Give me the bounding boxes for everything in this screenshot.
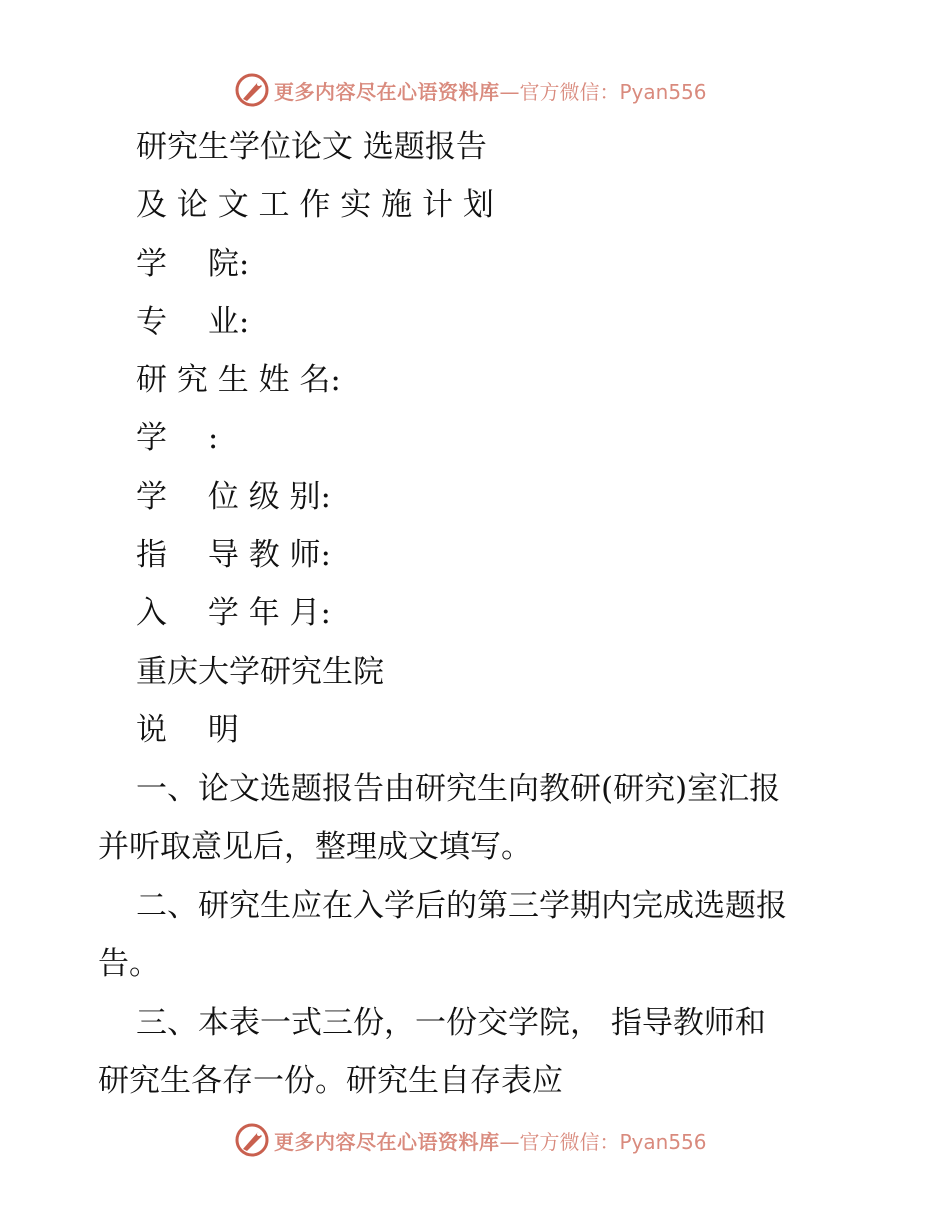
note-line-4: 告。	[98, 946, 160, 982]
note-line-1: 一、论文选题报告由研究生向教研(研究)室汇报	[136, 771, 781, 807]
field-supervisor: 指 导 教 师:	[136, 537, 332, 573]
title-line-1: 研究生学位论文 选题报告	[136, 129, 487, 165]
field-student-name: 研 究 生 姓 名:	[136, 362, 341, 398]
note-line-3: 二、研究生应在入学后的第三学期内完成选题报	[136, 888, 787, 924]
field-major: 专 业:	[136, 304, 250, 340]
watermark-header	[234, 72, 707, 108]
note-line-5: 三、本表一式三份，一份交学院， 指导教师和	[136, 1005, 766, 1041]
watermark-text: 更多内容尽在心语资料库	[274, 79, 500, 104]
pen-logo-icon	[234, 1122, 270, 1158]
field-degree-level: 学 位 级 别:	[136, 479, 332, 515]
field-student-id: 学 :	[136, 420, 219, 456]
institution-name: 重庆大学研究生院	[136, 654, 384, 690]
watermark-contact: —官方微信：Pyan556	[499, 1129, 707, 1154]
field-enrollment-date: 入 学 年 月:	[136, 595, 332, 631]
watermark-text: 更多内容尽在心语资料库	[274, 1129, 500, 1154]
notes-heading: 说 明	[136, 712, 239, 748]
field-college: 学 院:	[136, 246, 250, 282]
note-line-2: 并听取意见后，整理成文填写。	[98, 829, 532, 865]
watermark-footer	[234, 1122, 707, 1158]
title-line-2: 及 论 文 工 作 实 施 计 划	[136, 187, 494, 223]
pen-logo-icon	[234, 72, 270, 108]
note-line-6: 研究生各存一份。研究生自存表应	[98, 1063, 563, 1099]
watermark-contact: —官方微信：Pyan556	[499, 79, 707, 104]
